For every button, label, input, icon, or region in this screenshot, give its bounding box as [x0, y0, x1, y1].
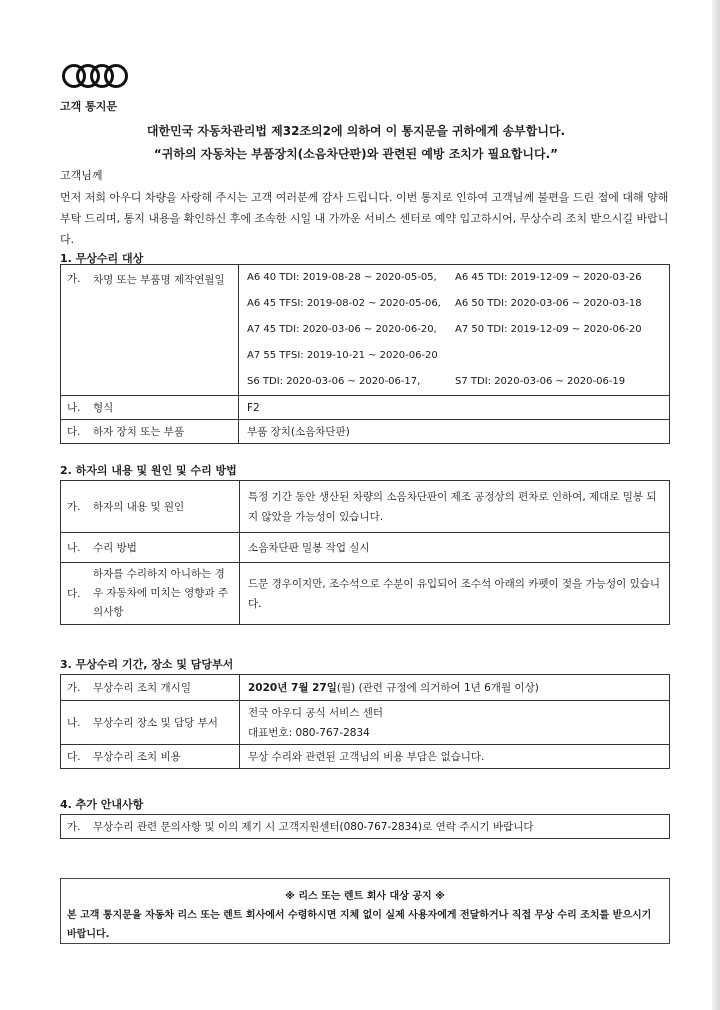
- row-mark: 가.: [61, 675, 90, 701]
- start-date-cell: [240, 675, 670, 701]
- row-mark: 다.: [61, 420, 89, 444]
- row-mark: 가.: [61, 815, 90, 839]
- row-mark: 가.: [61, 481, 90, 533]
- table-row: [61, 745, 670, 769]
- page-edge: [712, 0, 720, 1010]
- table-row: [61, 675, 670, 701]
- notice-headline: “귀하의 자동차는 부품장치(소음차단판)와 관련된 예방 조치가 필요합니다.”: [153, 147, 559, 161]
- model-period: A7 55 TFSI: 2019-10-21 ~ 2020-06-20: [247, 350, 438, 361]
- row-value: 무상 수리와 관련된 고객님의 비용 부담은 없습니다.: [240, 745, 670, 769]
- section4-heading: 4. 추가 안내사항: [60, 798, 144, 811]
- lease-notice-title: ※ 리스 또는 렌트 회사 대상 공지 ※: [285, 891, 445, 902]
- row-label: 형식: [89, 396, 239, 420]
- table-row: [61, 563, 670, 625]
- models-cell: [239, 265, 670, 396]
- model-period: [455, 343, 663, 369]
- row-label: 하자 장치 또는 부품: [89, 420, 239, 444]
- row-mark: 다.: [61, 745, 90, 769]
- row-label: 하자를 수리하지 아니하는 경우 자동차에 미치는 영향과 주의사항: [89, 563, 240, 625]
- row-value: 드문 경우이지만, 조수석으로 수분이 유입되어 조수석 아래의 카펫이 젖을 가능성이 있습니다.: [240, 563, 670, 625]
- row-value: 소음차단판 밀봉 작업 실시: [240, 533, 670, 563]
- row-label: 무상수리 장소 및 담당 부서: [89, 701, 240, 745]
- row-value: F2: [239, 396, 670, 420]
- row-mark: 나.: [61, 396, 89, 420]
- row-mark: 다.: [61, 563, 90, 625]
- row-label: 수리 방법: [89, 533, 240, 563]
- row-mark: 나.: [61, 701, 90, 745]
- row-label: 차명 또는 부품명 제작연월일: [89, 265, 239, 396]
- salutation: 고객님께: [60, 169, 103, 182]
- section1-table: [60, 264, 670, 444]
- model-period: A7 45 TDI: 2020-03-06 ~ 2020-06-20,: [247, 324, 437, 335]
- table-row: [61, 481, 670, 533]
- phone-number: 대표번호: 080-767-2834: [248, 726, 370, 739]
- model-period: A6 50 TDI: 2020-03-06 ~ 2020-03-18: [455, 298, 642, 309]
- section4-table: [60, 814, 670, 839]
- row-label: 무상수리 조치 비용: [89, 745, 240, 769]
- model-period: A7 50 TDI: 2019-12-09 ~ 2020-06-20: [455, 324, 642, 335]
- notice-title: 고객 통지문: [60, 100, 117, 113]
- start-date-note: (월) (관련 규정에 의거하여 1년 6개월 이상): [336, 682, 539, 694]
- table-row: [61, 396, 670, 420]
- row-value: 무상수리 관련 문의사항 및 이의 제기 시 고객지원센터(080-767-2834)로 연락 주시기 바랍니다: [89, 815, 670, 839]
- section2-table: [60, 480, 670, 625]
- model-period: A6 40 TDI: 2019-08-28 ~ 2020-05-05,: [247, 272, 437, 283]
- start-date: 2020년 7월 27일: [248, 682, 337, 694]
- model-period: S7 TDI: 2020-03-06 ~ 2020-06-19: [455, 376, 626, 387]
- section3-heading: 3. 무상수리 기간, 장소 및 담당부서: [60, 658, 234, 671]
- table-row: [61, 533, 670, 563]
- service-cell: [240, 701, 670, 745]
- service-center: 전국 아우디 공식 서비스 센터: [248, 706, 384, 719]
- audi-rings-logo: [62, 64, 126, 86]
- row-mark: 가.: [61, 265, 89, 396]
- law-reference-line: 대한민국 자동차관리법 제32조의2에 의하여 이 통지문을 귀하에게 송부합니다.: [146, 124, 566, 138]
- model-period: A6 45 TDI: 2019-12-09 ~ 2020-03-26: [455, 272, 642, 283]
- row-label: 하자의 내용 및 원인: [89, 481, 240, 533]
- row-value: 부품 장치(소음차단판): [239, 420, 670, 444]
- table-row: [61, 420, 670, 444]
- lease-notice-box: [60, 878, 670, 944]
- intro-paragraph: 먼저 저희 아우디 차량을 사랑해 주시는 고객 여러분께 감사 드립니다. 이번 통지로 인하여 고객님께 불편을 드린 점에 대해 양해 부탁 드리며, 통지 내용을 확인하신 후에 조속한 시일 내 가까운 서비스 센터로 예약 입고하시어, 무상수리 조치 받으시길 바랍니다.: [60, 191, 669, 246]
- table-row: [61, 701, 670, 745]
- row-mark: 나.: [61, 533, 90, 563]
- section3-table: [60, 674, 670, 769]
- table-row: [61, 815, 670, 839]
- lease-notice-body: 본 고객 통지문을 자동차 리스 또는 렌트 회사에서 수령하시면 지체 없이 실제 사용자에게 전달하거나 직접 무상 수리 조치를 받으시기 바랍니다.: [67, 910, 652, 940]
- table-row: [61, 265, 670, 396]
- row-value: 특정 기간 동안 생산된 차량의 소음차단판이 제조 공정상의 편차로 인하여, 제대로 밀봉 되지 않았을 가능성이 있습니다.: [240, 481, 670, 533]
- row-label: 무상수리 조치 개시일: [89, 675, 240, 701]
- model-period: S6 TDI: 2020-03-06 ~ 2020-06-17,: [247, 376, 421, 387]
- section1-heading: 1. 무상수리 대상: [60, 252, 144, 265]
- section2-heading: 2. 하자의 내용 및 원인 및 수리 방법: [60, 464, 237, 477]
- model-list: [247, 265, 663, 395]
- model-period: A6 45 TFSI: 2019-08-02 ~ 2020-05-06,: [247, 298, 441, 309]
